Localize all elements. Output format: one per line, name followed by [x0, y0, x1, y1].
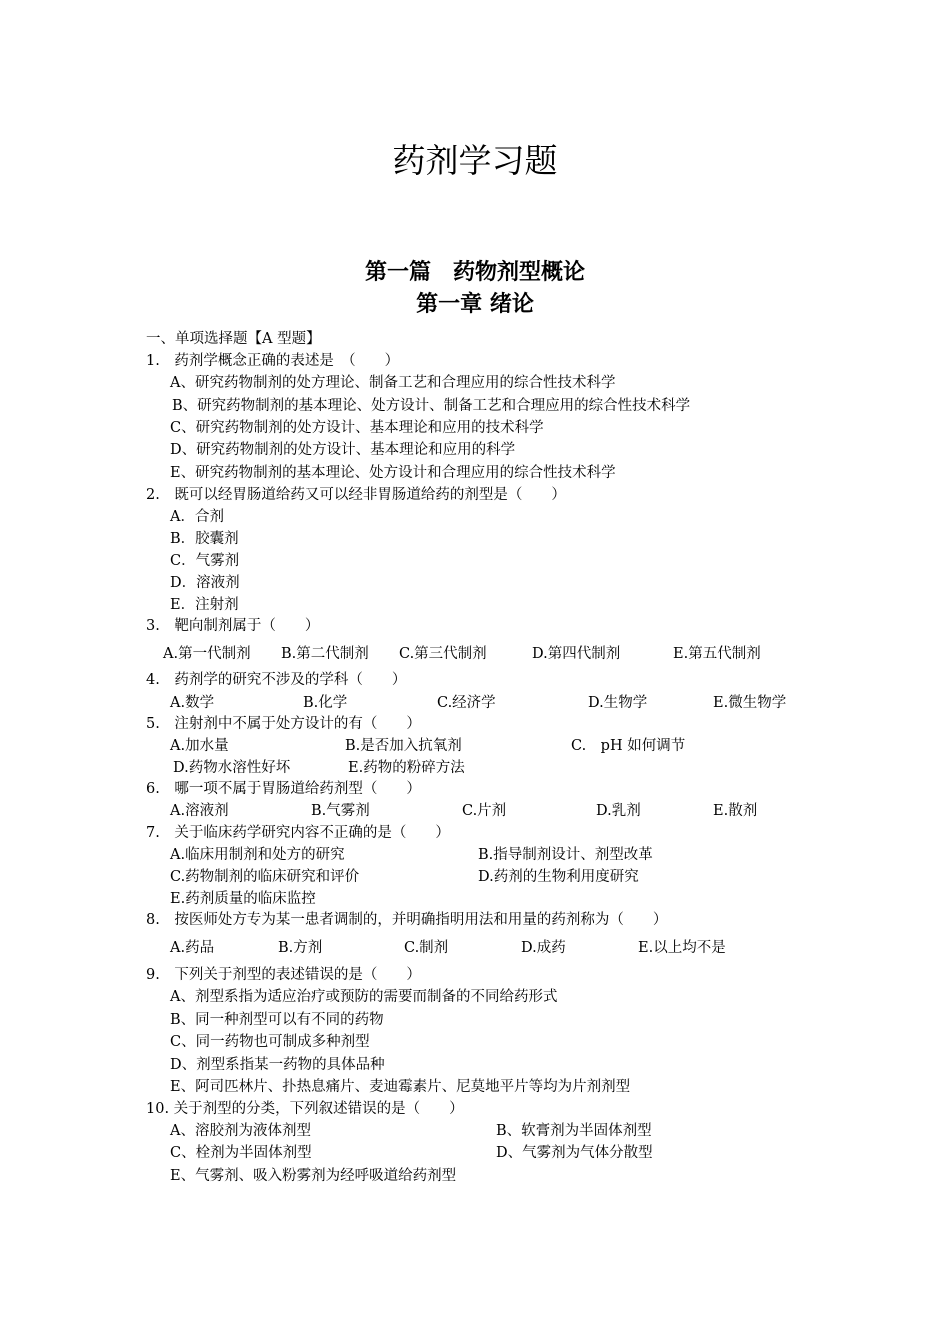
question-10-option-b: B、软膏剂为半固体剂型 — [496, 1123, 652, 1139]
question-7-option-b: B.指导制剂设计、剂型改革 — [478, 847, 653, 863]
question-7-option-c: C.药物制剂的临床研究和评价 — [170, 869, 360, 885]
question-2-option-b: B．胶囊剂 — [170, 531, 239, 547]
part-heading: 第一篇 药物剂型概论 — [364, 260, 585, 285]
question-6-stem: 6. 哪一项不属于胃肠道给药剂型（ ） — [146, 781, 421, 797]
question-2-stem: 2. 既可以经胃肠道给药又可以经非胃肠道给药的剂型是（ ） — [146, 487, 566, 503]
question-1-option-a: A、研究药物制剂的处方理论、制备工艺和合理应用的综合性技术科学 — [170, 375, 616, 391]
question-4-option-a: A.数学 — [170, 695, 215, 711]
question-4-stem: 4. 药剂学的研究不涉及的学科（ ） — [146, 672, 407, 688]
chapter-heading: 第一章 绪论 — [416, 292, 534, 317]
question-1-option-e: E、研究药物制剂的基本理论、处方设计和合理应用的综合性技术科学 — [170, 465, 616, 481]
question-3-stem: 3. 靶向制剂属于（ ） — [146, 618, 320, 634]
question-2-option-c: C．气雾剂 — [170, 553, 240, 569]
question-6-option-b: B.气雾剂 — [311, 803, 370, 819]
question-5-option-a: A.加水量 — [170, 738, 229, 754]
question-9-stem: 9. 下列关于剂型的表述错误的是（ ） — [146, 967, 421, 983]
question-9-option-e: E、阿司匹林片、扑热息痛片、麦迪霉素片、尼莫地平片等均为片剂剂型 — [170, 1079, 631, 1095]
question-1-option-c: C、研究药物制剂的处方设计、基本理论和应用的技术科学 — [170, 420, 544, 436]
question-7-option-d: D.药剂的生物利用度研究 — [478, 869, 639, 885]
question-7-stem: 7. 关于临床药学研究内容不正确的是（ ） — [146, 825, 450, 841]
question-8-option-b: B.方剂 — [278, 940, 323, 956]
question-2-option-a: A．合剂 — [170, 509, 224, 525]
section-heading: 一、单项选择题【A 型题】 — [146, 331, 321, 347]
question-10-option-e: E、气雾剂、吸入粉雾剂为经呼吸道给药剂型 — [170, 1168, 457, 1184]
question-8-option-c: C.制剂 — [404, 940, 449, 956]
question-9-option-c: C、同一药物也可制成多种剂型 — [170, 1034, 370, 1050]
question-1-option-d: D、研究药物制剂的处方设计、基本理论和应用的科学 — [170, 442, 516, 458]
question-3-option-d: D.第四代制剂 — [532, 646, 621, 662]
question-1-stem: 1. 药剂学概念正确的表述是 （ ） — [146, 353, 400, 369]
question-9-option-d: D、剂型系指某一药物的具体品种 — [170, 1057, 385, 1073]
question-5-stem: 5. 注射剂中不属于处方设计的有（ ） — [146, 716, 421, 732]
question-7-option-e: E.药剂质量的临床监控 — [170, 891, 316, 907]
question-4-option-c: C.经济学 — [437, 695, 496, 711]
document-title: 药剂学习题 — [392, 141, 558, 180]
question-6-option-c: C.片剂 — [462, 803, 507, 819]
question-9-option-b: B、同一种剂型可以有不同的药物 — [170, 1012, 384, 1028]
question-4-option-b: B.化学 — [303, 695, 348, 711]
question-8-option-e: E.以上均不是 — [638, 940, 726, 956]
question-8-option-d: D.成药 — [521, 940, 566, 956]
question-4-option-d: D.生物学 — [588, 695, 648, 711]
question-6-option-a: A.溶液剂 — [170, 803, 229, 819]
question-5-option-d: D.药物水溶性好坏 — [173, 760, 291, 776]
question-10-option-d: D、气雾剂为气体分散型 — [496, 1145, 653, 1161]
question-8-option-a: A.药品 — [170, 940, 215, 956]
question-6-option-e: E.散剂 — [713, 803, 758, 819]
question-2-option-e: E．注射剂 — [170, 597, 239, 613]
question-10-option-a: A、溶胶剂为液体剂型 — [170, 1123, 311, 1139]
question-4-option-e: E.微生物学 — [713, 695, 787, 711]
question-1-option-b: B、研究药物制剂的基本理论、处方设计、制备工艺和合理应用的综合性技术科学 — [172, 398, 691, 414]
question-5-option-e: E.药物的粉碎方法 — [348, 760, 465, 776]
question-3-option-b: B.第二代制剂 — [281, 646, 369, 662]
question-6-option-d: D.乳剂 — [596, 803, 641, 819]
question-10-stem: 10. 关于剂型的分类，下列叙述错误的是（ ） — [146, 1101, 464, 1117]
question-2-option-d: D．溶液剂 — [170, 575, 240, 591]
question-5-option-c: C. pH 如何调节 — [571, 738, 686, 754]
question-9-option-a: A、剂型系指为适应治疗或预防的需要而制备的不同给药形式 — [170, 989, 558, 1005]
question-3-option-c: C.第三代制剂 — [399, 646, 487, 662]
question-3-option-e: E.第五代制剂 — [673, 646, 761, 662]
question-8-stem: 8. 按医师处方专为某一患者调制的，并明确指明用法和用量的药剂称为（ ） — [146, 912, 668, 928]
question-3-option-a: A.第一代制剂 — [163, 646, 251, 662]
question-7-option-a: A.临床用制剂和处方的研究 — [170, 847, 345, 863]
question-10-option-c: C、栓剂为半固体剂型 — [170, 1145, 312, 1161]
question-5-option-b: B.是否加入抗氧剂 — [345, 738, 462, 754]
